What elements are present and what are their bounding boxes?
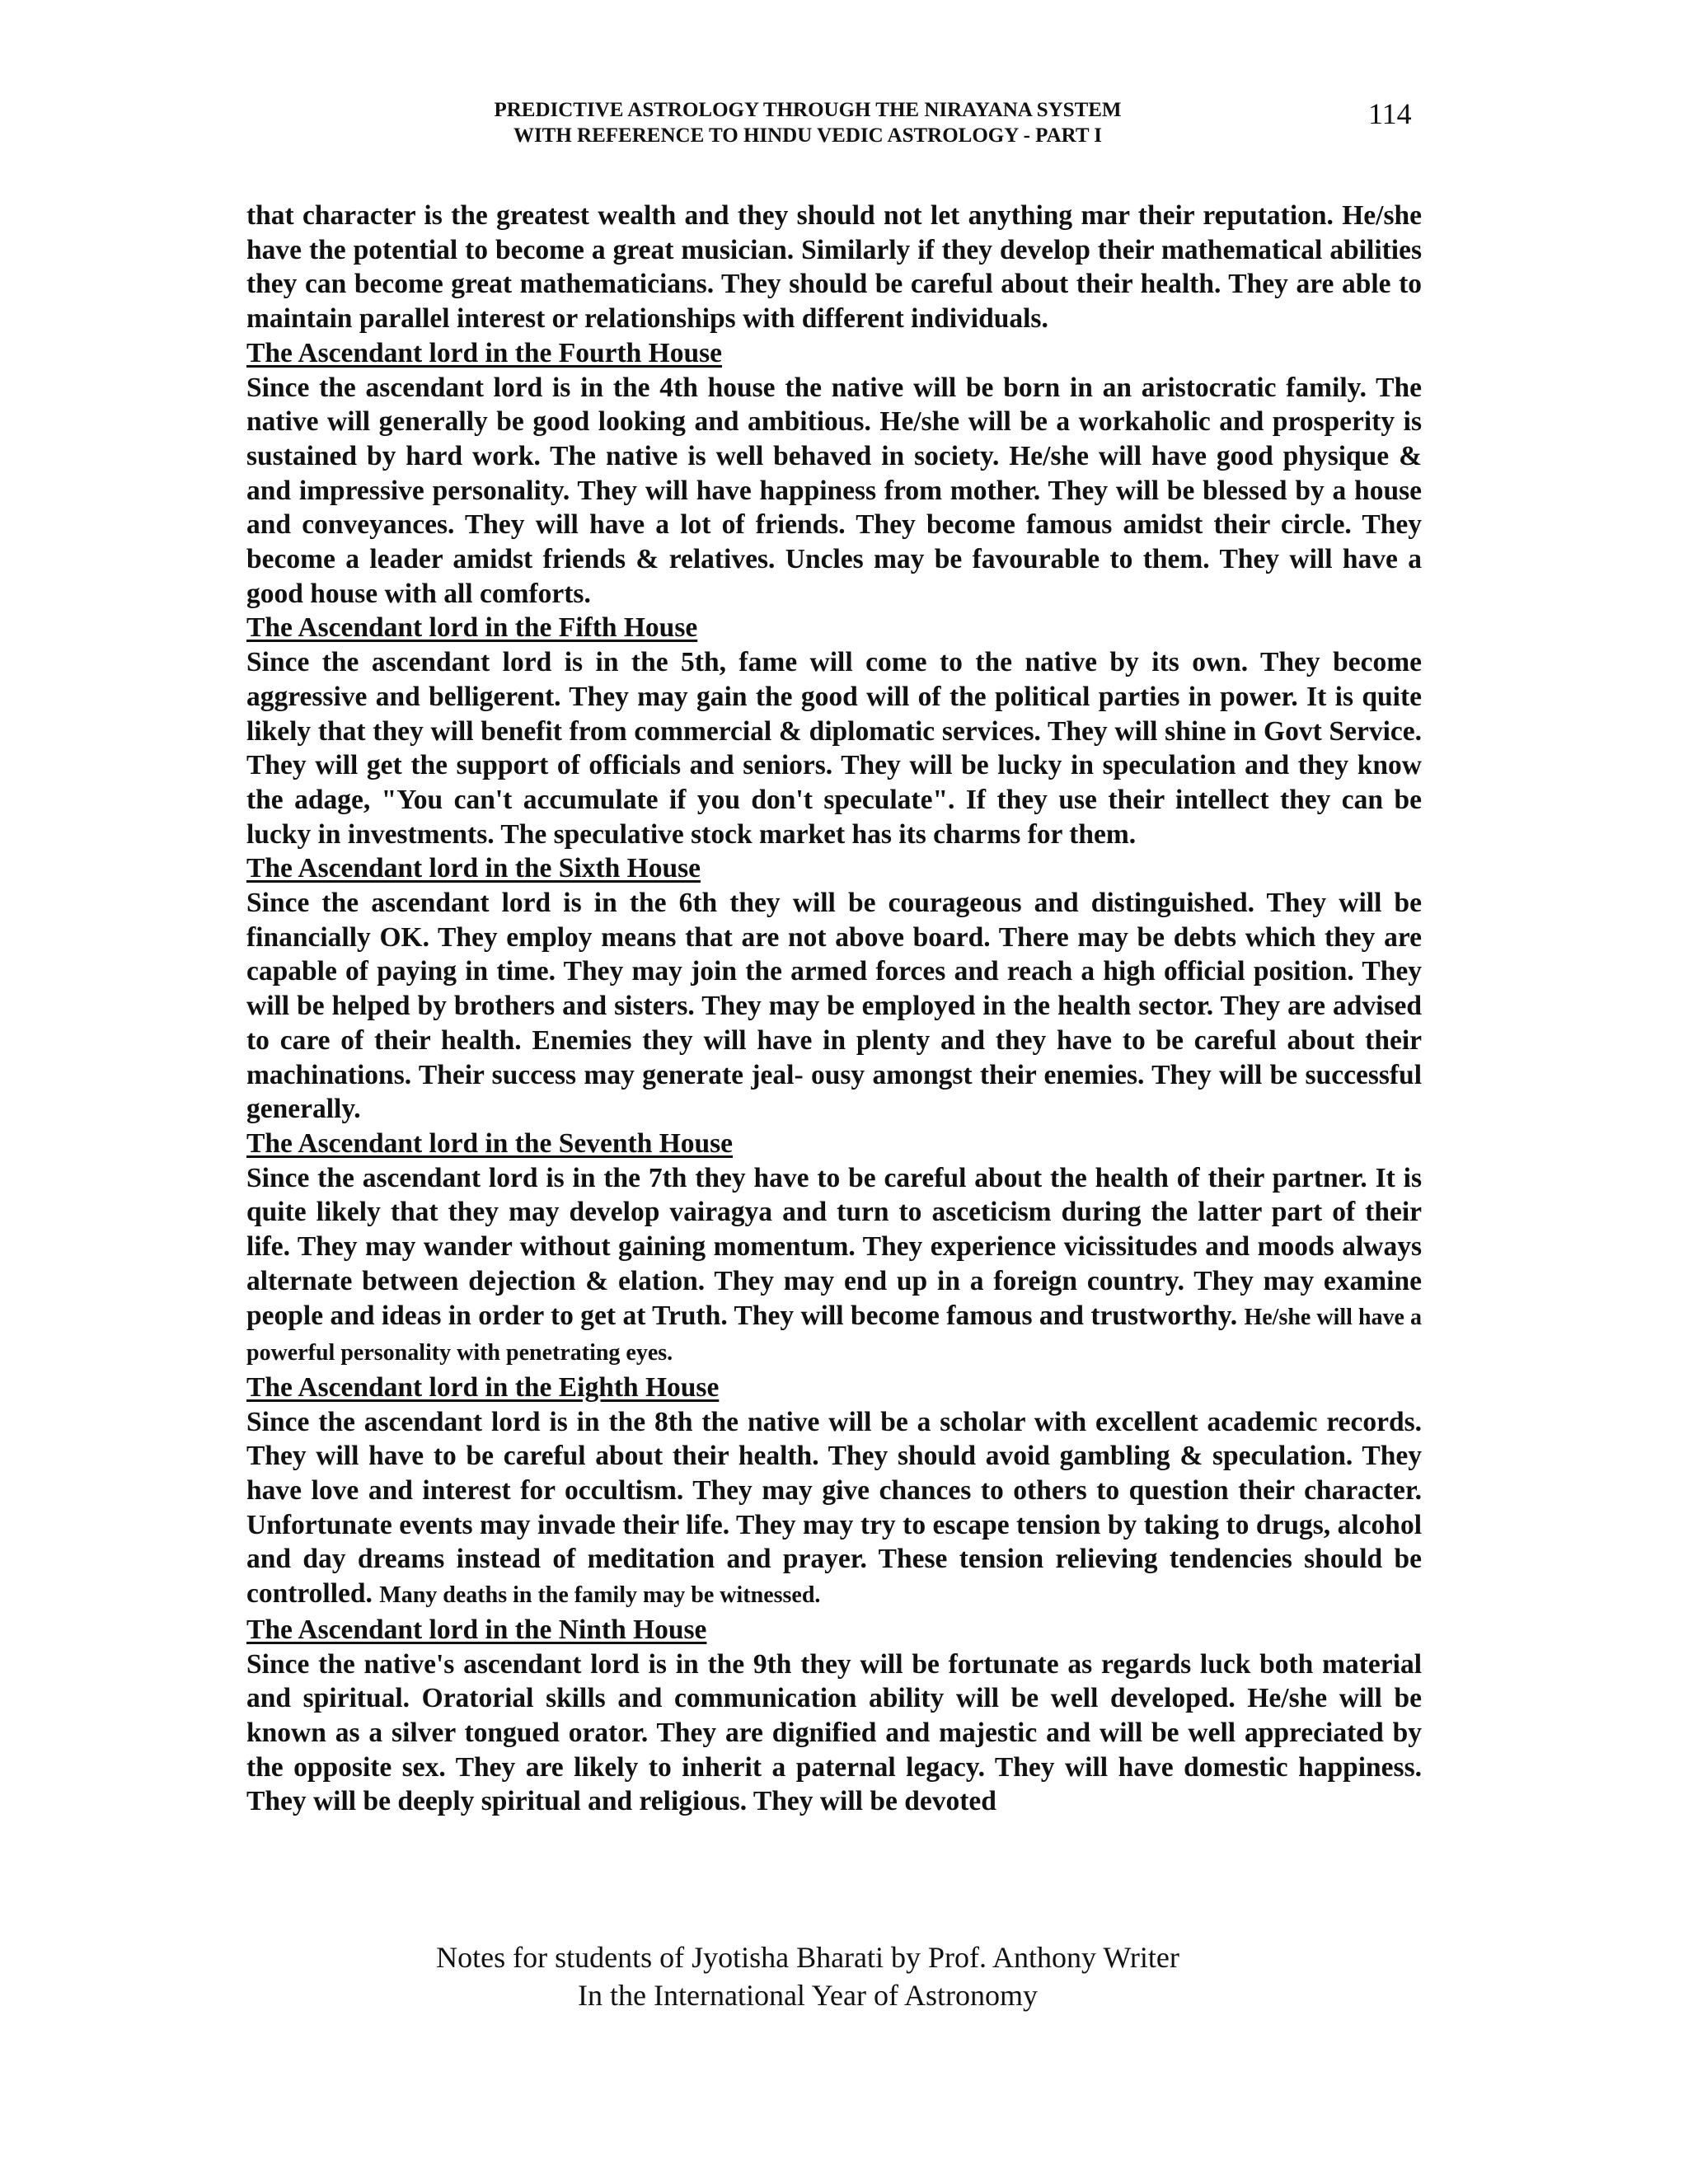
running-header bbox=[346, 97, 1269, 148]
section-eighth-house bbox=[246, 1405, 1422, 1613]
footer-line-2: In the International Year of Astronomy bbox=[578, 1979, 1038, 2012]
section-heading-fifth-house: The Ascendant lord in the Fifth House bbox=[246, 612, 698, 644]
page-number: 114 bbox=[1368, 97, 1412, 130]
page-footer bbox=[313, 1938, 1302, 2014]
section-heading-seventh-house: The Ascendant lord in the Seventh House bbox=[246, 1127, 734, 1159]
section-body-seventh-house: Since the ascendant lord is in the 7th they have to be careful about the health of their partner. It is quite likely that they may develop vairagya and turn to asceticism during the latter part of their life. They may wander without gaining momentum. They experience vicissitudes and moods always alternate between dejection & elation. They may end up in a foreign country. They may examine people and ideas in order to get at Truth. They will become famous and trustworthy. bbox=[246, 1162, 1422, 1331]
section-heading-ninth-house: The Ascendant lord in the Ninth House bbox=[246, 1614, 707, 1645]
section-seventh-house bbox=[246, 1161, 1422, 1371]
section-body-sixth-house: Since the ascendant lord is in the 6th they will be courageous and distinguished. They will be financially OK. They employ means that are not above board. There may be debts which they are capable of paying in time. They may join the armed forces and reach a high official position. They will be helped by brothers and sisters. They may be employed in the health sector. They are advised to care of their health. Enemies they will have in plenty and they have to be careful about their machinations. Their success may generate jeal- ousy amongst their enemies. They will be successful generally. bbox=[246, 888, 1422, 1125]
section-note-eighth-house: Many deaths in the family may be witnessed. bbox=[379, 1582, 821, 1609]
footer-line-1: Notes for students of Jyotisha Bharati by Prof. Anthony Writer bbox=[436, 1941, 1179, 1974]
section-heading-eighth-house: The Ascendant lord in the Eighth House bbox=[246, 1371, 720, 1403]
header-line-1: PREDICTIVE ASTROLOGY THROUGH THE NIRAYANA SYSTEM bbox=[494, 99, 1122, 121]
section-body-eighth-house: Since the ascendant lord is in the 8th the native will be a scholar with excellent academic records. They will have to be careful about their health. They should avoid gambling & speculation. They have love and interest for occultism. They may give chances to others to question their character. Unfortunate events may invade their life. They may try to escape tension by taking to drugs, alcohol and day dreams instead of meditation and prayer. These tension relieving tendencies should be controlled. bbox=[246, 1406, 1422, 1610]
section-body-fourth-house: Since the ascendant lord is in the 4th house the native will be born in an aristocratic family. The native will generally be good looking and ambitious. He/she will be a workaholic and prosperity is sustained by hard work. The native is well behaved in society. He/she will have good physique & and impressive personality. They will have happiness from mother. They will be blessed by a house and conveyances. They will have a lot of friends. They become famous amidst their circle. They become a leader amidst friends & relatives. Uncles may be favourable to them. They will have a good house with all comforts. bbox=[246, 372, 1422, 609]
intro-paragraph: that character is the greatest wealth and they should not let anything mar their reputation. He/she have the potential to become a great musician. Similarly if they develop their mathematical abilities they can become great mathematicians. They should be careful about their health. They are able to maintain parallel interest or relationships with different individuals. bbox=[246, 200, 1422, 335]
header-line-2: WITH REFERENCE TO HINDU VEDIC ASTROLOGY - PART I bbox=[513, 124, 1103, 147]
section-body-ninth-house: Since the native's ascendant lord is in the 9th they will be fortunate as regards luck both material and spiritual. Oratorial skills and communication ability will be well developed. He/she will be known as a silver tongued orator. They are dignified and majestic and will be well appreciated by the opposite sex. They are likely to inherit a paternal legacy. They will have domestic happiness. They will be deeply spiritual and religious. They will be devoted bbox=[246, 1648, 1422, 1817]
page-body bbox=[246, 199, 1422, 1819]
section-note-seventh-house: He/she will have a powerful personality with penetrating eyes. bbox=[246, 1304, 1422, 1366]
section-heading-fourth-house: The Ascendant lord in the Fourth House bbox=[246, 337, 723, 368]
section-body-fifth-house: Since the ascendant lord is in the 5th, fame will come to the native by its own. They become aggressive and belligerent. They may gain the good will of the political parties in power. It is quite likely that they will benefit from commercial & diplomatic services. They will shine in Govt Service. They will get the support of officials and seniors. They will be lucky in speculation and they know the adage, "You can't accumulate if you don't speculate". If they use their intellect they can be lucky in investments. The speculative stock market has its charms for them. bbox=[246, 647, 1422, 850]
section-heading-sixth-house: The Ascendant lord in the Sixth House bbox=[246, 853, 701, 884]
